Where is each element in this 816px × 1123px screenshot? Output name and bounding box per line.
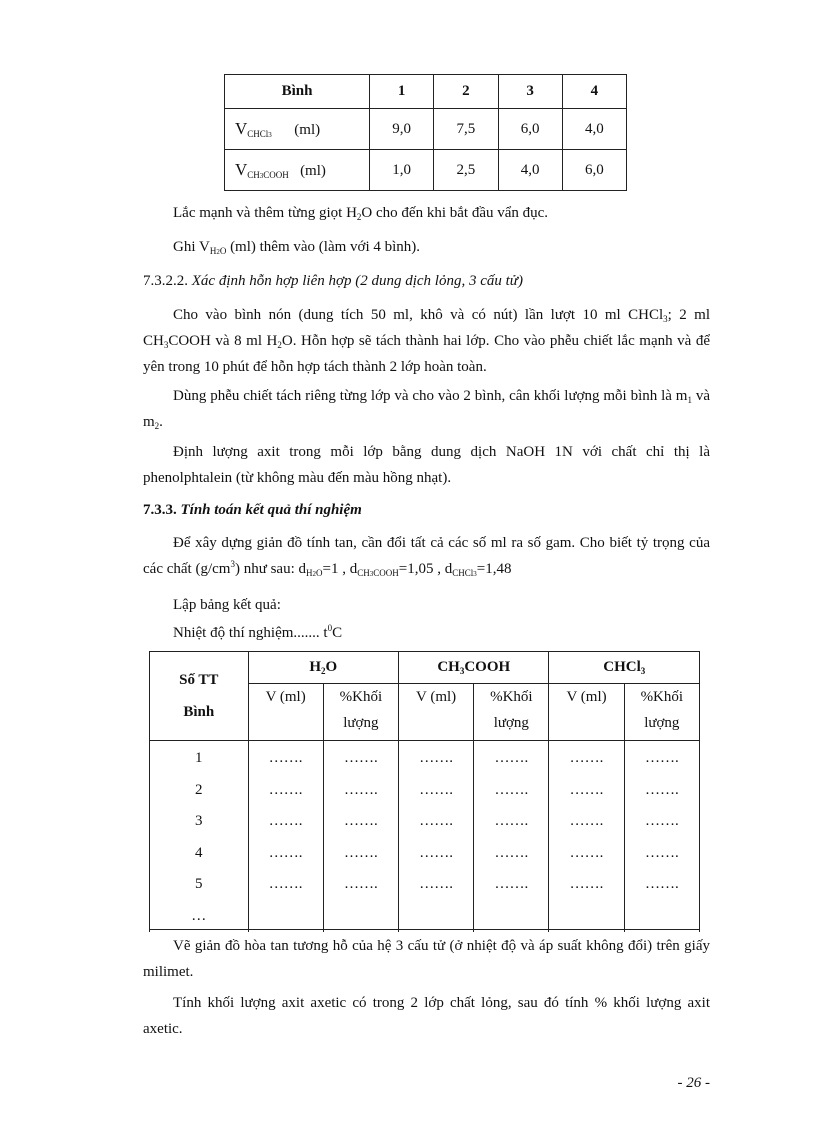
- label-v-ch3cooh: $V_{CH3COOH}$ (ml): [225, 150, 370, 191]
- col-3: 3: [498, 75, 562, 109]
- pct-chcl3: %Khối lượng: [624, 684, 699, 741]
- paragraph-record: Ghi $V_{H2O}$ (ml) thêm vào (làm với 4 bình).: [173, 239, 421, 256]
- stt-header: [150, 652, 249, 741]
- table-group-row: [150, 652, 700, 684]
- cell: 2,5: [434, 150, 498, 191]
- dots-col: ……. ……. ……. ……. …….: [474, 741, 549, 933]
- dots-col: ……. ……. ……. ……. …….: [248, 741, 323, 933]
- label-v-chcl3: $V_{CHCl3}$ (ml): [225, 109, 370, 150]
- group-chcl3: CHCl$_3$: [549, 652, 700, 684]
- table-bottom-rule: [149, 929, 700, 930]
- dots-col: ……. ……. ……. ……. …….: [549, 741, 624, 933]
- group-ch3cooh: $CH_3COOH$: [399, 652, 549, 684]
- cell: 6,0: [498, 109, 562, 150]
- stt-label: Số TT: [179, 672, 219, 688]
- paragraph-density: Để xây dựng giản đồ tính tan, cần đổi tất cả các số ml ra số gam. Cho biết tỷ trọng của các chất $(g/cm^3)$ như sau: $d_{H2O}=1$ , $d_{CH3COOH}=1,05$ , $d_{CHCl3}=1,48$: [143, 535, 710, 578]
- header-binh: Bình: [225, 75, 370, 109]
- cell: 6,0: [562, 150, 626, 191]
- binh-label: Bình: [183, 704, 215, 720]
- table-header-row: [225, 75, 627, 109]
- v-ml-chcl3: V (ml): [549, 684, 624, 741]
- col-1: 1: [370, 75, 434, 109]
- dots-col: ……. ……. ……. ……. …….: [323, 741, 398, 933]
- group-h2o: $H_2O$: [248, 652, 398, 684]
- page-number: - 26 -: [677, 1075, 710, 1091]
- results-table: [149, 651, 700, 932]
- cell: 4,0: [498, 150, 562, 191]
- pct-ch3cooh: %Khối lượng: [474, 684, 549, 741]
- section-heading-7322: 7.3.2.2. Xác định hỗn hợp liên hợp (2 dung dịch lỏng, 3 cấu tử): [143, 273, 523, 289]
- dots-col: ……. ……. ……. ……. …….: [399, 741, 474, 933]
- v-ml-h2o: V (ml): [248, 684, 323, 741]
- table-body: [150, 741, 700, 933]
- table-row-chcl3: [225, 109, 627, 150]
- row-numbers: 1 2 3 4 5 …: [150, 741, 249, 933]
- pct-h2o: %Khối lượng: [323, 684, 398, 741]
- paragraph-table-intro: Lập bảng kết quả:: [173, 597, 281, 613]
- composition-table: [224, 74, 627, 191]
- paragraph-titration: Định lượng axit trong mỗi lớp bằng dung dịch NaOH 1N với chất chỉ thị là phenolphtalein (từ không màu đến màu hồng nhạt).: [143, 444, 710, 486]
- cell: 9,0: [370, 109, 434, 150]
- dots-col: ……. ……. ……. ……. …….: [624, 741, 699, 933]
- col-4: 4: [562, 75, 626, 109]
- section-heading-733: 7.3.3. Tính toán kết quả thí nghiệm: [143, 502, 362, 518]
- col-2: 2: [434, 75, 498, 109]
- cell: 7,5: [434, 109, 498, 150]
- paragraph-procedure: Cho vào bình nón (dung tích 50 ml, khô và có nút) lần lượt 10 ml CHCl$_3$; 2 ml $CH_3COOH$ và 8 ml $H_2O$. Hỗn hợp sẽ tách thành hai lớp. Cho vào phễu chiết lắc mạnh và để yên trong 10 phút để hỗn hợp tách thành 2 lớp hoàn toàn.: [143, 307, 711, 375]
- paragraph-diagram: Vẽ giản đồ hòa tan tương hỗ của hệ 3 cấu tử (ở nhiệt độ và áp suất không đổi) trên giấy milimet.: [143, 938, 710, 980]
- v-ml-ch3cooh: V (ml): [399, 684, 474, 741]
- cell: 4,0: [562, 109, 626, 150]
- cell: 1,0: [370, 150, 434, 191]
- paragraph-calc: Tính khối lượng axit axetic có trong 2 lớp chất lỏng, sau đó tính % khối lượng axit axetic.: [143, 995, 710, 1037]
- paragraph-shake: Lắc mạnh và thêm từng giọt $H_2O$ cho đến khi bắt đầu vẩn đục.: [173, 205, 549, 222]
- paragraph-temperature: Nhiệt độ thí nghiệm....... $t^0C$: [173, 623, 343, 641]
- table-row-ch3cooh: [225, 150, 627, 191]
- paragraph-separate: Dùng phễu chiết tách riêng từng lớp và cho vào 2 bình, cân khối lượng mỗi bình là $m_1$ và $m_2$.: [143, 388, 710, 431]
